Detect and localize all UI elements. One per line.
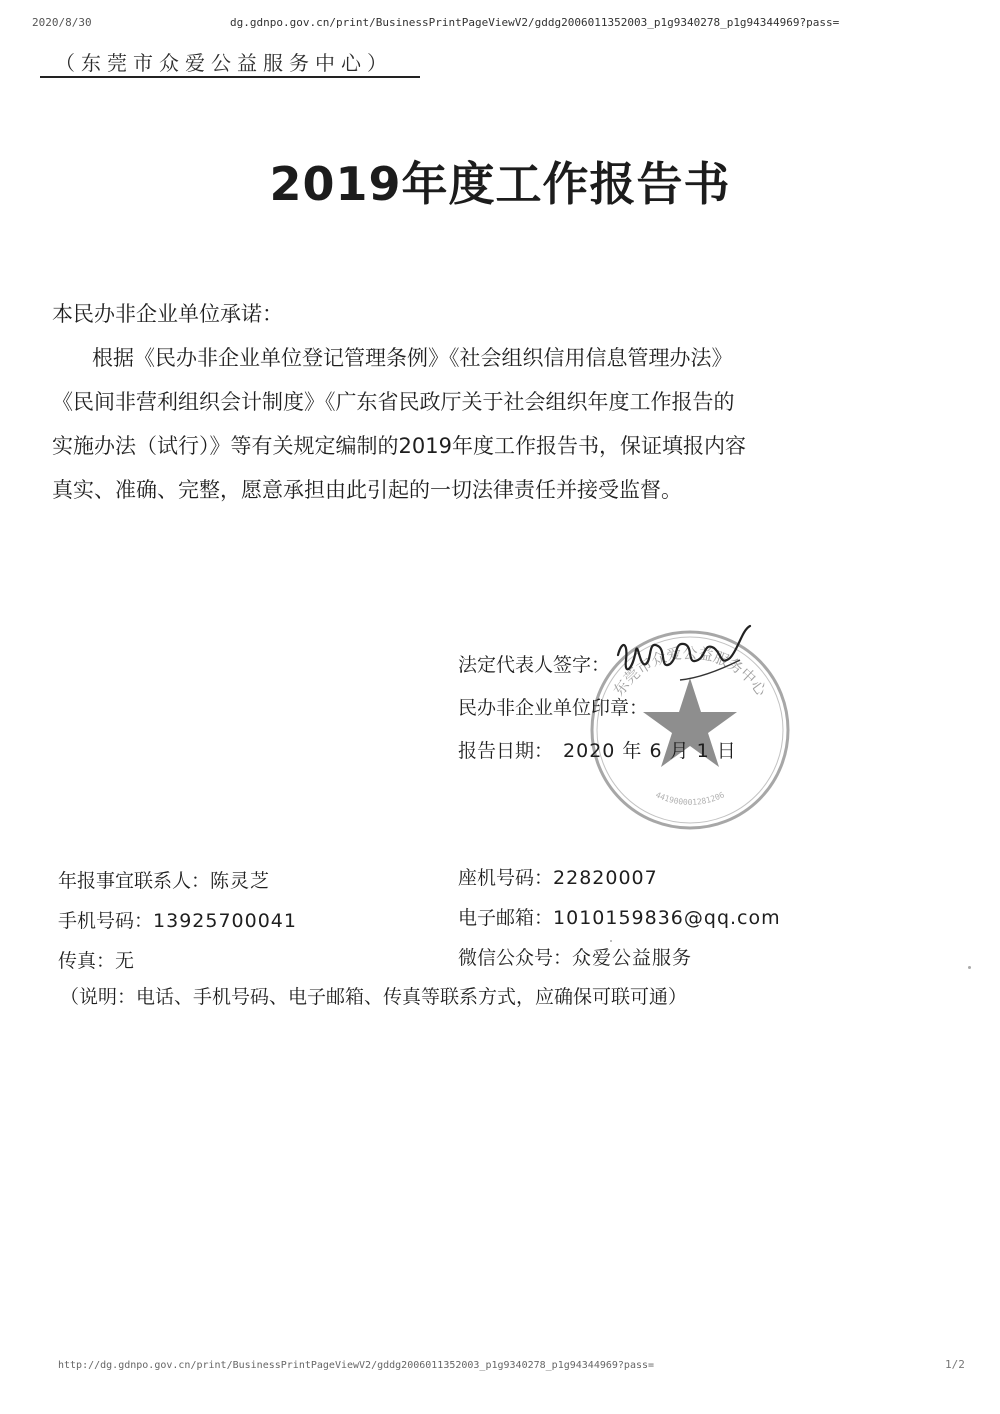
- landline-label: 座机号码：: [458, 867, 554, 889]
- organization-underline: [40, 76, 420, 78]
- contact-note: （说明：电话、手机号码、电子邮箱、传真等联系方式，应确保可联可通）: [60, 986, 688, 1008]
- mobile-label: 手机号码：: [58, 910, 154, 932]
- contact-person-row: [58, 866, 270, 893]
- wechat-label: 微信公众号：: [458, 947, 573, 969]
- print-url-header: dg.gdnpo.gov.cn/print/BusinessPrintPageViewV2/gddg2006011352003_p1g9340278_p1g94344969?pass=: [230, 16, 840, 29]
- email-row: [458, 903, 781, 930]
- scan-speck: [610, 940, 612, 942]
- commitment-body: [52, 336, 862, 512]
- commitment-line: 《民间非营利组织会计制度》《广东省民政厅关于社会组织年度工作报告的: [52, 390, 735, 414]
- contact-person-value: 陈灵芝: [210, 870, 271, 892]
- organization-name: （东莞市众爱公益服务中心）: [55, 51, 393, 75]
- report-date-row: [458, 736, 737, 763]
- svg-text:441900001281206: [654, 790, 726, 807]
- unit-seal-label: 民办非企业单位印章：: [458, 697, 649, 719]
- landline-value: 22820007: [553, 867, 658, 889]
- commitment-intro: 本民办非企业单位承诺：: [52, 302, 283, 326]
- wechat-row: [458, 943, 692, 970]
- mobile-value: 13925700041: [153, 910, 297, 932]
- legal-rep-signature-label: 法定代表人签字：: [458, 654, 611, 676]
- commitment-line: 实施办法（试行）》等有关规定编制的2019年度工作报告书，保证填报内容: [52, 434, 746, 458]
- page-number: 1/2: [945, 1358, 965, 1371]
- page-title: 2019年度工作报告书: [269, 157, 731, 211]
- mobile-row: [58, 906, 297, 933]
- handwritten-signature: [610, 620, 760, 690]
- fax-row: [58, 946, 135, 973]
- email-value: 1010159836@qq.com: [553, 907, 781, 929]
- report-date-value: 2020 年 6 月 1 日: [563, 740, 737, 762]
- contact-person-label: 年报事宜联系人：: [58, 870, 211, 892]
- report-date-label: 报告日期：: [458, 740, 554, 762]
- print-date: 2020/8/30: [32, 16, 92, 29]
- print-url-footer: http://dg.gdnpo.gov.cn/print/BusinessPrintPageViewV2/gddg2006011352003_p1g9340278_p1g94344969?pass=: [58, 1360, 655, 1371]
- commitment-line: 真实、准确、完整，愿意承担由此引起的一切法律责任并接受监督。: [52, 478, 682, 502]
- seal-org-text: 东莞市众爱公益服务中心: [609, 644, 771, 700]
- wechat-value: 众爱公益服务: [572, 947, 693, 969]
- landline-row: [458, 863, 658, 890]
- commitment-line: 根据《民办非企业单位登记管理条例》《社会组织信用信息管理办法》: [92, 346, 733, 370]
- scan-speck: [968, 966, 971, 969]
- fax-value: 无: [115, 950, 136, 972]
- seal-code-text: 441900001281206: [654, 790, 726, 807]
- email-label: 电子邮箱：: [458, 907, 554, 929]
- fax-label: 传真：: [58, 950, 116, 972]
